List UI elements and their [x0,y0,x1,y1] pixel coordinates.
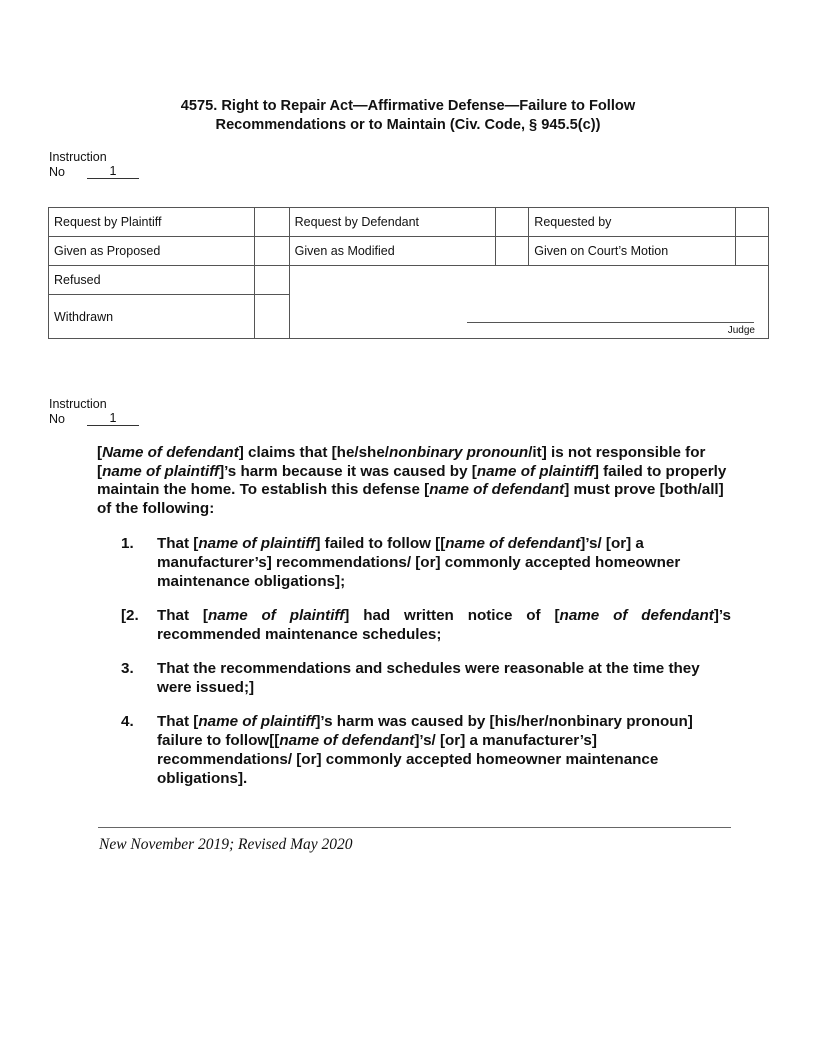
given-as-proposed-checkbox[interactable] [254,237,289,266]
given-as-proposed-label: Given as Proposed [49,237,255,266]
intro-paragraph [97,444,737,518]
refused-checkbox[interactable] [254,266,289,295]
divider [98,827,731,828]
text: ]’s harm because it was caused by [ [219,462,477,480]
list-item [121,712,731,788]
list-item [121,659,731,697]
request-by-plaintiff-checkbox[interactable] [254,208,289,237]
item-number: 3. [121,660,134,677]
title-line-2: Recommendations or to Maintain (Civ. Code, § 945.5(c)) [215,117,601,133]
text: [ [97,444,103,461]
withdrawn-checkbox[interactable] [254,295,289,339]
given-as-modified-label: Given as Modified [289,237,496,266]
item-number: 1. [121,535,134,552]
item-number: 4. [121,713,134,730]
list-item [121,534,731,591]
refused-label: Refused [49,266,255,295]
elements-list [121,534,731,803]
table-row [49,237,769,266]
item-text: That [name of plaintiff] had written notice of [name of defendant]’s recommended maintenance schedules; [157,607,732,643]
judge-signature-line [467,322,754,323]
instruction-number-field[interactable]: 1 [87,165,139,179]
request-status-table [48,207,769,339]
title-line-1: 4575. Right to Repair Act—Affirmative Defense—Failure to Follow [180,98,636,114]
page-title [0,97,816,135]
text: ] must prove [both/all] of the following: [97,481,724,517]
placeholder-text: name of plaintiff [476,462,594,480]
request-by-defendant-label: Request by Defendant [289,208,496,237]
instruction-number-block [49,150,139,179]
judge-signature-cell[interactable] [289,266,768,339]
requested-by-label: Requested by [529,208,736,237]
placeholder-text: name of defendant [429,481,565,499]
list-item [121,606,731,644]
item-number: [2. [121,607,139,624]
text: ] failed to properly maintain the home. To establish this defense [ [97,462,727,499]
instruction-label: Instruction [49,150,107,164]
item-text: That the recommendations and schedules were reasonable at the time they were issued;] [157,660,700,696]
judge-label: Judge [727,325,755,336]
no-label: No [49,411,65,426]
revision-history: New November 2019; Revised May 2020 [99,836,353,853]
requested-by-checkbox[interactable] [736,208,769,237]
placeholder-text: name of plaintiff [102,462,220,480]
table-row [49,266,769,295]
instruction-number-field[interactable]: 1 [87,412,139,426]
given-on-courts-motion-label: Given on Court’s Motion [529,237,736,266]
withdrawn-label: Withdrawn [49,295,255,339]
text: /it] is not responsible for [ [97,444,706,480]
text: ] claims that [he/she/ [238,444,389,461]
instruction-number-block-2 [49,397,139,426]
given-on-courts-motion-checkbox[interactable] [736,237,769,266]
table-row [49,208,769,237]
given-as-modified-checkbox[interactable] [496,237,529,266]
request-by-plaintiff-label: Request by Plaintiff [49,208,255,237]
request-by-defendant-checkbox[interactable] [496,208,529,237]
placeholder-text: nonbinary pronoun [389,444,529,461]
instruction-label: Instruction [49,397,107,411]
item-text: That [name of plaintiff]’s harm was caused by [his/her/nonbinary pronoun] failure to follow[[name of defendant]’s/ [or] a manufacturer’s] recommendations/ [or] commonly accepted homeowner maintenance obligations]. [157,713,693,787]
placeholder-text: Name of defendant [102,444,239,461]
item-text: That [name of plaintiff] failed to follow [[name of defendant]’s/ [or] a manufacturer’s] recommendations/ [or] commonly accepted homeowner maintenance obligations]; [157,535,681,590]
no-label: No [49,164,65,179]
